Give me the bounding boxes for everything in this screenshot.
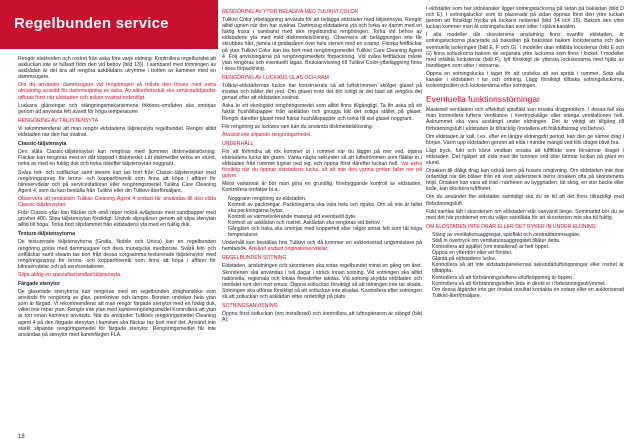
door-glass-heading: RENGÖRING AV LUCKANS GLAS OCH RAM — [222, 74, 329, 81]
spare-parts-warning: Använd endast originalreservdelar. — [248, 246, 329, 253]
column-2 — [222, 6, 422, 440]
intro-paragraph: Rengör elektroden och rostret från aska före varje eldning. Kontrollera regelbundet att askluckan inte är fullsatt (töm den vid behov (bild 13)). I samband med tömningen av askbådan är det bra att rengöra askbådans utrymme i botten av kaminen med en dammsugare. — [18, 56, 216, 81]
troubleshooting-paragraph-1: Maskinell ventilation och effektfull spisfläkt kan orsaka dragproblem. I dessa fall ska man kontrollera luftens ventilation i övertryckslåge eller stänga ventilationen helt. Askrummet ska vara avstängd under eldningen. Det är viktigt att tillgång till förbränningsluft i eldstaden är tillräcklig (installera ett friskluftsintag vid behov). — [426, 107, 624, 132]
sweeping-paragraph: Eldstaden, anslutningen och skorstenen ska sotas regelbundet minst en gång om året. Skorstenen ska användas i två dagar i sträck innan sotning. Vid sotningen ska alltid nationella, regionala och lokala föreskrifter iakttas. Vid sotning skydda eldstaden och området runt den mot smuts. Öppna sotluckan försiktigt så att tätningen inte tar skada. Sotningen ska utföras försiktigt så att sotluckan inte skadas. Kontrollera efter sotningen så att sotluckan och asklådan sitter ordentligt på plats. — [222, 263, 422, 300]
list-item: • Kontroll av värmeisolerande material vid eventuellt byte. — [228, 214, 422, 220]
glazed-paragraph: De glaserade stenytorna kan rengöras med en regelbunden dräghandske som används för rengöring av glas, pennknivar och lampor. Borsten undviker hela ytan som är färgad. Vi rekommenderar att man rengör färgade stenytor med en fuktig duk, vilket inte repar ytan. Rengör inte ytan med kaminrengöringsmedel Kontrollera att ytan är torr innan kaminen används. När du använder Tulikivis rengöringsmedel Cleaning agent 4 på den färgade stenytan i kaminen ska fläckar tas bort med det. Använd inte starkt slipande rengöringsmedel för färgade stenytor. Rengöringsmedlet får inte användas på stenytor med kaminfärgen FLA. — [18, 289, 216, 338]
soapstone-paragraph: Vi rekommenderar att man rengör eldstadens täljstensyta regelbundet. Rengör alltid eldstaden när den har svalnat. — [18, 125, 216, 139]
list-item: • Gläntä på eldstadens lucka. — [432, 256, 624, 262]
classic-warning: Observera att produkten Tulikivi Cleaning Agent 4 endast får användas till den släta Classic-täljstensytan. — [18, 195, 216, 208]
hatch-paragraph-1: I eldstäder som har sidokanaler ligger sotningsluckorna på sidan på baksidan (bild D och E). I sotningsluckor som är placerade på sidan öppnas först den yttre luckan genom att försiktigt trycka på luckans nederdel (bild 14 och 15). Bakom den yttre luckan kommer man åt sotningsluckan som sitter i själva kanalen. — [426, 6, 624, 31]
color-coating-heading: RENGÖRING AV YTOR BELAGDA MED TULIKIVI COLOR — [222, 9, 359, 15]
classic-paragraph-3: Från Classic-ytan kan fläckar och små repor också avlägsnas med sandpapper med grovhet 400. Slipa täljstensytan försiktigt. Undvik slipspårser genom att slipa stenytan alltid till höga. Torka bort slipdammet från eldstadens yta med en fuktig duk. — [18, 210, 216, 229]
troubleshooting-heading: Eventuella funktionsstörningar — [426, 94, 540, 105]
maintenance-heading: UNDERHÅLL — [222, 140, 254, 147]
list-item: • Ställ in övertryck om ventilationsaggregatet tillåter detta. — [432, 238, 624, 244]
title-bar — [0, 0, 218, 49]
column-3 — [426, 6, 624, 440]
service-text: Underhåll kan beställas hos Tulikivi och då kommer en auktoriserad ungsmästare på hembesök. — [222, 240, 422, 253]
list-item: • Kontroll av asklådan och rostret. Asklådan ska rengöras vid behov. — [228, 220, 422, 226]
page-number: 18 — [18, 434, 25, 440]
glazed-heading: Färgade stenytor — [18, 281, 61, 287]
troubleshooting-paragraph-2: Om eldstaden är kall, t.ex. efter en längre eldningsfri period, kan den ge sämre drag i början. Värm upp eldstaden genom att elda i mindre mängd ved tills draget blivit bra. — [426, 133, 624, 146]
page-title: Regelbunden service — [14, 15, 169, 32]
door-glass-paragraph-2: Aska är ett ekologiskt rengöringsmedel som alltid finns tillgängligt. Ta fin aska på ett fuktat hushållspapper från asklådan och gnugga lätt det sotiga stället på glaset. Rengör därefter glaset med fuktat hushållspapper och torka till sist glaset noggrant. — [222, 103, 422, 122]
sweeping-instructions-heading: SOTNINGSANVISNING — [222, 303, 278, 310]
classic-heading: Classic-täljstensyta — [18, 141, 67, 148]
door-glass-warning: Använd inte slipande rengöringsmedel. — [222, 131, 312, 138]
hatch-paragraph-3: Öppna en sotningslucka i taget för att undvika att sot sprids i rummet. Sota alla kanaler i eldstaden i tur och ordning. Lägg försiktigt tillbaka sotningsluckorna, isoleringsullen och lockstenarna efter sotningen. — [426, 70, 624, 90]
list-item: • Kontrollera så att förbränningsluftens inluftsöppning är öppen. — [432, 275, 624, 281]
maintenance-warning: Var extra försiktig när du öppnar eldstadens lucka, så att inte den varma gröten faller ner på golvet. — [222, 161, 422, 180]
troubleshooting-paragraph-5: Om du använder fler eldstäder samtidigt ska du se till att det finns tillräckligt med förbränningsluft. — [426, 194, 624, 207]
troubleshooting-paragraph-6: Fukt samlas lätt i skorstenen om eldstaden står oanvänd länge. Sommartid bör du se med det här problemet om du väljer sandlåda för att skorstenen inte ska bli fuktig. — [426, 208, 624, 221]
sweeping-heading: REGELBUNDEN SOTNING — [222, 255, 287, 262]
classic-paragraph-2: Svåra fett- och sotfläckar samt stearin kan tas bort från Classic-täljstensytan med rengöringsspray för brons- och kopparföremål som finns att köpa i affärer för bilreservdelar och på servicestationer eller rengöringsmedel Tulikivi Care Cleaning Agent 4, som du kan beställa från Tulikivi eller din Tulikivi-återförsäljare. — [18, 169, 216, 194]
list-item: • Noggrann rengöring av eldstaden. — [228, 196, 422, 202]
classic-paragraph-1: Den släta Classic-täljstensytan kan rengöras med ljummen diskmedelslösning. Fläckar kan rengöras med en dåt doppad i diskmedel. Låt diskmedlet verka en stund, torka av med en fuktig duk och torka därefter täljstensytan noggrant. — [18, 149, 216, 168]
list-item: • Kontrollera att spjället (om installerat) är helt öppet. — [432, 244, 624, 250]
door-glass-paragraph-3: För rengöring av luckans ram kan du använda diskmedelslösning. — [222, 123, 374, 130]
maintenance-paragraph-1 — [222, 149, 422, 179]
maintenance-list — [222, 196, 422, 239]
texture-heading: Texture-täljstensytorna — [18, 231, 75, 238]
hatch-paragraph-2: I alla modeller där skorstenens anslutning finns ovanför eldstaden, är sotningsluckorna placerade på baksidan på baksidan bakom lockstenarna och den eventuella isoleringen (bild E, F och G). I modeller utan infällda lockstenar (bild E och G) finns sotluckorna bakom de separata yttre luckorna som finns i locket. I modeller med infällda lockstenar (bild F), lyft försiktigt de yttersta lockstenarna med hjälp av handtagen som sitter i stenarna. — [426, 32, 624, 69]
color-coating-paragraph: Tulikivi Color ytbeläggning används för att belägga eldstäder med täljstensyta. Rengör alltid ugnen när den har svalnat. Dammsug eldstadens yta och torka av damm med en fuktig trasa i samband med den regelbundna rengöringen. Torka vid behov av eldstadens yta med mild diskmedelslösning. Observera att beläggningen inte får skrubbas hårt, jämna ut gnidspåren över hela stenen med en svamp. Färska fettfläckar på ytan Tulikivi Color kan tas bort med rengöringsmedlet Tulikivi Care Cleaning Agent 4. Följ anvisningarna på rengöringsmedlets förpackning. Vid svåra fettfläckar måste ytan rengöras och eventuellt lagas. Bruksanvisning till Tulikivi Color-ytbeläggning finns i dess förpackning. — [222, 17, 422, 72]
list-item: • Kontroll av packningar. Packningarna ska vara hela och mjuka. Om så inte är fallet ska packningarna bytas. — [228, 202, 422, 214]
soapstone-heading: RENGÖRING AV TÄLJSTENSYTA — [18, 117, 99, 124]
list-item: • Öppna en ytterdörr eller ett fönster. — [432, 250, 624, 256]
sweeping-instructions-paragraph: Öppna först sotluckan (om installerad) och kontrollera att luftregleraren är stängd (bild A). — [222, 311, 422, 324]
column-1 — [18, 56, 216, 438]
troubleshooting-paragraph-3: Lågt tryck, fukt och kärvt vindkan orsaka att luftflöde som försämrar draget i eldstaden. Det hjälper att elda med lite tunnare ved eller lämnar luckan på glänt en stund. — [426, 147, 624, 166]
texture-warning: Slipa aldrig en specialbehandlad täljstensyta. — [18, 271, 122, 278]
maintenance-paragraph-3 — [222, 240, 422, 252]
intro-warning: Om du använder dammsugare vid rengöringen så måste den förses med extra utrustning avsedd för dammsugning av aska. Av säkerhetsskäl ska servicesådgärder utföras först när eldstaden och askan svalnat ordentligt. — [18, 82, 216, 101]
draft-check-list — [426, 232, 624, 299]
list-item: • Om dessa åtgärder inte ger önskat resultat kontakta en sotare eller en auktoriserad Tulikivi-återförsäljare. — [432, 287, 624, 299]
list-item: • Kontrollera så att förbränningsluften leds in direkt in i förbränningsutrymmet. — [432, 281, 624, 287]
draft-check-heading: OM ELDSTADEN INTE DRAR ELLER DET RYKER IN UNDER ELDNING — [426, 223, 596, 230]
troubleshooting-paragraph-4: Orsaken till dåligt drag kan också bero på husets omgivning. Om eldstaden inte drar ordentligt när det blåser från ett visst väderstreck beror orsaken ofta på skorstenens höjd. Orsaken kan vara att träd i närheten av byggnaden, tät skog, en stor backe eller kulle, kan blockera luftflödet. — [426, 168, 624, 193]
maintenance-paragraph-2: Minst vartannat år bör man göra en grundlig, förebyggande kontroll av eldstaden. Kontrollera omfattar bl.a.: — [222, 181, 422, 194]
seal-paragraph: Luckans glänsingar och stängningsmekanismens friktions-områden ska smörjas genom att använda fett avsett för höga temperaturer. — [18, 102, 216, 115]
list-item: • Gånglärn och haka ska smörjas med kopparfett eller något annat fett som tål höga temperaturer. — [228, 226, 422, 238]
maintenance-text: För att förhindra att rök kommer ut i rummet när du lägger på mer ved, öppna eldstadens lucka lite grann. Vänta några sekunder så att luftströmmen som fläktar in i eldstaden från rummet lugnar ned sig, och öppna först därefter luckan helt. — [222, 148, 422, 168]
texture-paragraph: De texturerade täljstensytorna (Grafia, Nobile och Unica) kan en regelbunden rengöring göras med dammsugare och dess munstycke medborste. Svårå fett- och sotfläckar samt stearin tas bort från dessa sorgsamma texturerade täljstensytor med rengöringsspray för brons- och kopparföremål som finns att köpa i affärer för bilreservdelar och på servicestationer. — [18, 239, 216, 270]
list-item: • Stäng av ventilationsaggregat, spisfläkt och centraldammsugare. — [432, 232, 624, 238]
door-glass-paragraph-1: Tulikivi-eldstädernas luckor har konstruerats så att luftströmmen skölger glaset på insidan och håller det rent. Om glaset trots det blir sotigt är det bäst att rengöra det genast efter att eldstaden svalnat. — [222, 83, 422, 102]
list-item: • Kontrollera så att inte eldstadspanelernas sekundärluftsöppningar eller rostret är tilltäppta. — [432, 262, 624, 274]
